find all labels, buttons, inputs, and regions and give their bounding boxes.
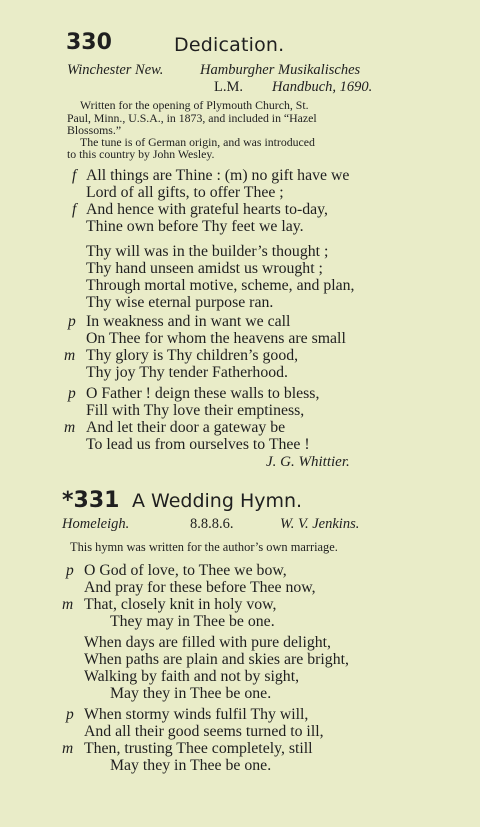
tune-source: Handbuch, 1690.: [272, 79, 373, 95]
dynamic-mark: p: [66, 706, 74, 723]
hymn-title: A Wedding Hymn.: [132, 490, 303, 512]
verse-line: May they in Thee be one.: [110, 685, 272, 702]
hymn-note-line: The tune is of German origin, and was introduced: [80, 135, 315, 149]
verse-line: Thy joy Thy tender Fatherhood.: [86, 364, 288, 381]
verse-line: That, closely knit in holy vow,: [84, 596, 277, 613]
dynamic-mark: m: [64, 419, 76, 436]
hymn-note: This hymn was written for the author’s own marriage.: [70, 540, 338, 554]
verse-line: All things are Thine : (m) no gift have we: [86, 167, 350, 184]
dynamic-mark: f: [72, 167, 77, 184]
hymn-author: J. G. Whittier.: [266, 454, 350, 470]
verse-line: To lead us from ourselves to Thee !: [86, 436, 310, 453]
verse-line: Thy hand unseen amidst us wrought ;: [86, 260, 323, 277]
dynamic-mark: m: [62, 740, 74, 757]
meter: 8.8.8.6.: [190, 516, 234, 532]
verse-line: They may in Thee be one.: [110, 613, 275, 630]
hymn-note-line: to this country by John Wesley.: [67, 147, 215, 161]
verse-line: When days are filled with pure delight,: [84, 634, 331, 651]
page-number: 330: [66, 30, 112, 55]
tune-name: Winchester New.: [67, 62, 164, 78]
verse-line: When paths are plain and skies are bright,: [84, 651, 349, 668]
dynamic-mark: p: [68, 313, 76, 330]
verse-line: O Father ! deign these walls to bless,: [86, 385, 320, 402]
tune-source-title: Hamburgher Musikalisches: [200, 62, 361, 78]
hymn-note-line: Written for the opening of Plymouth Church, St.: [80, 98, 309, 112]
verse-line: And all their good seems turned to ill,: [84, 723, 324, 740]
verse-line: Thy glory is Thy children’s good,: [86, 347, 299, 364]
meter: L.M.: [214, 79, 243, 95]
verse-line: O God of love, to Thee we bow,: [84, 562, 287, 579]
section-title: Dedication.: [174, 34, 285, 56]
verse-line: Thy wise eternal purpose ran.: [86, 294, 274, 311]
verse-line: Lord of all gifts, to offer Thee ;: [86, 184, 284, 201]
dynamic-mark: f: [72, 201, 77, 218]
tune-name: Homeleigh.: [62, 516, 130, 532]
dynamic-mark: m: [64, 347, 76, 364]
hymn-note-line: Paul, Minn., U.S.A., in 1873, and included in “Hazel: [67, 111, 317, 125]
hymn-number: *331: [62, 488, 120, 513]
verse-line: And hence with grateful hearts to-day,: [86, 201, 328, 218]
verse-line: And let their door a gateway be: [86, 419, 286, 436]
hymn-note-line: Blossoms.”: [67, 123, 122, 137]
verse-line: May they in Thee be one.: [110, 757, 272, 774]
verse-line: On Thee for whom the heavens are small: [86, 330, 346, 347]
composer: W. V. Jenkins.: [280, 516, 360, 532]
verse-line: Thy will was in the builder’s thought ;: [86, 243, 329, 260]
verse-line: Thine own before Thy feet we lay.: [86, 218, 304, 235]
verse-line: In weakness and in want we call: [86, 313, 291, 330]
dynamic-mark: p: [68, 385, 76, 402]
verse-line: Through mortal motive, scheme, and plan,: [86, 277, 355, 294]
dynamic-mark: p: [66, 562, 74, 579]
verse-line: And pray for these before Thee now,: [84, 579, 316, 596]
dynamic-mark: m: [62, 596, 74, 613]
verse-line: Then, trusting Thee completely, still: [84, 740, 313, 757]
verse-line: When stormy winds fulfil Thy will,: [84, 706, 309, 723]
verse-line: Walking by faith and not by sight,: [84, 668, 300, 685]
verse-line: Fill with Thy love their emptiness,: [86, 402, 305, 419]
